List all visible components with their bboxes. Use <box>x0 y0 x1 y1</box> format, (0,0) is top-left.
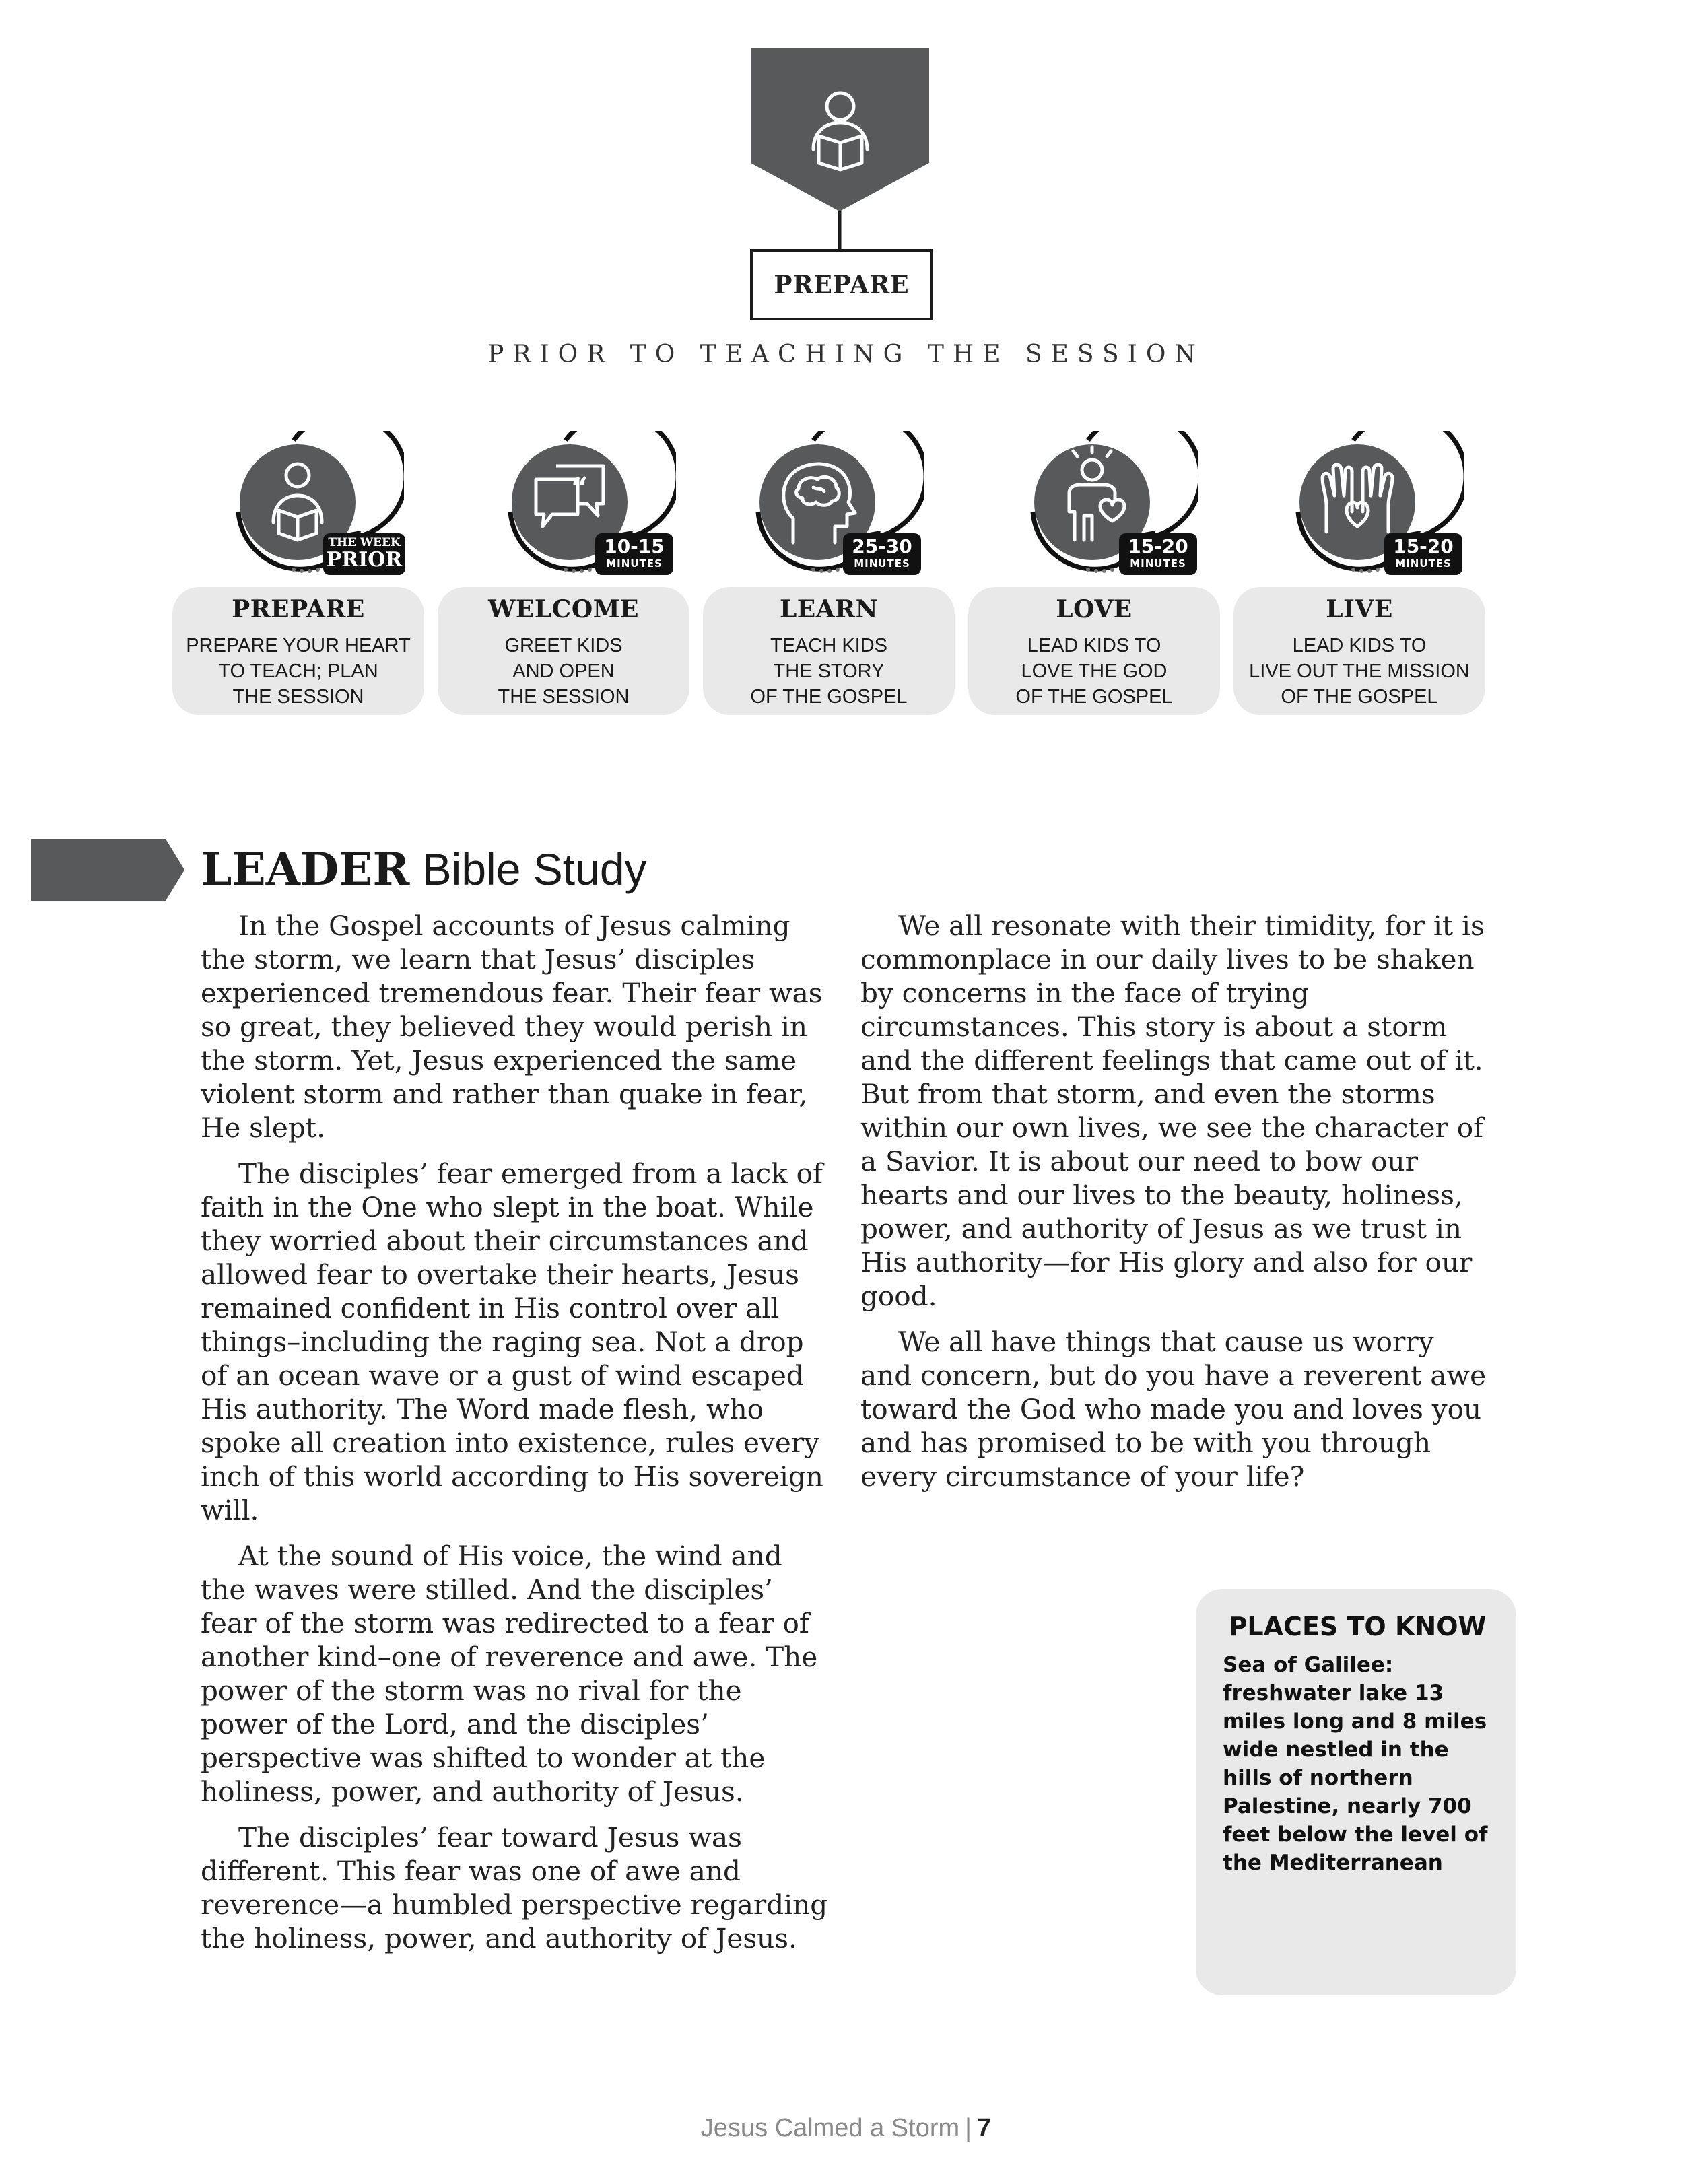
step-description: TEACH KIDS THE STORY OF THE GOSPEL <box>750 635 908 708</box>
step-card-learn <box>703 587 955 715</box>
time-badge-live: 15-20 MINUTES <box>1384 533 1462 575</box>
paragraph: The disciples’ fear emerged from a lack of faith in the One who slept in the boat. While they worried about their circumstances and allowed fear to overtake their hearts, Jesus remained confident in His control over all things–including the raging sea. Not a drop of an ocean wave or a gust of wind escaped His authority. The Word made flesh, who spoke all creation into existence, rules every inch of this world according to His sovereign will. <box>201 1157 823 1526</box>
footer-separator: | <box>965 2114 972 2142</box>
time-badge-prepare: THE WEEK PRIOR <box>323 533 405 575</box>
step-card-prepare <box>172 587 424 715</box>
step-title: LEARN <box>779 595 878 623</box>
heading-bold: LEADER <box>201 843 410 895</box>
paragraph: The disciples’ fear toward Jesus was different. This fear was one of awe and reverence—a humbled perspective regarding the holiness, power, and authority of Jesus. <box>201 1821 828 1954</box>
paragraph: We all resonate with their timidity, for it is commonplace in our daily lives to be shaken by concerns in the face of trying circumstances. This story is about a storm and the different feelings that came out of it. But from that storm, and even the storms within our own lives, we see the character of a Savior. It is about our need to bow our hearts and our lives to the beauty, holiness, power, and authority of Jesus as we trust in His authority—for His glory and also for our good. <box>860 910 1485 1312</box>
step-description: LEAD KIDS TO LIVE OUT THE MISSION OF THE GOSPEL <box>1249 635 1470 708</box>
prepare-box: PREPARE <box>750 249 933 320</box>
step-title: LIVE <box>1326 595 1393 623</box>
paragraph: At the sound of His voice, the wind and the waves were stilled. And the disciples’ fear of the storm was redirected to a fear of another kind–one of reverence and awe. The power of the storm was no rival for the power of the Lord, and the disciples’ perspective was shifted to wonder at the holiness, power, and authority of Jesus. <box>201 1540 818 1808</box>
places-text: Sea of Galilee: freshwater lake 13 miles long and 8 miles wide nestled in the hills of northern Palestine, nearly 700 feet below the level of the Mediterranean <box>1223 1653 1488 1875</box>
step-description: PREPARE YOUR HEART TO TEACH; PLAN THE SESSION <box>186 635 411 708</box>
paragraph: We all have things that cause us worry and concern, but do you have a reverent awe toward the God who made you and loves you and has promised to be with you through every circumstance of your life? <box>860 1326 1487 1493</box>
places-to-know-box <box>1196 1589 1516 1995</box>
section-marker-arrow <box>31 839 186 901</box>
step-title: PREPARE <box>232 595 365 623</box>
time-badge-love: 15-20 MINUTES <box>1119 533 1197 575</box>
page-footer <box>0 2114 1692 2143</box>
time-badge-learn: 25-30 MINUTES <box>843 533 921 575</box>
places-title: PLACES TO KNOW <box>1228 1612 1487 1641</box>
section-heading <box>201 839 647 899</box>
page-number: 7 <box>977 2114 992 2142</box>
time-badge-welcome: 10-15 MINUTES <box>595 533 673 575</box>
prior-to-teaching-subtitle: PRIOR TO TEACHING THE SESSION <box>487 341 1205 368</box>
step-description: GREET KIDS AND OPEN THE SESSION <box>498 635 630 708</box>
right-column <box>860 909 1491 1505</box>
heading-light: Bible Study <box>421 844 647 894</box>
svg-text:“: “ <box>571 471 588 506</box>
prepare-banner-icon <box>747 48 936 250</box>
step-card-welcome <box>438 587 689 715</box>
step-title: WELCOME <box>488 595 639 623</box>
left-column <box>201 909 831 1967</box>
paragraph: In the Gospel accounts of Jesus calming the storm, we learn that Jesus’ disciples experienced tremendous fear. Their fear was so great, they believed they would perish in the storm. Yet, Jesus experienced the same violent storm and rather than quake in fear, He slept. <box>201 910 823 1144</box>
step-description: LEAD KIDS TO LOVE THE GOD OF THE GOSPEL <box>1015 635 1173 708</box>
footer-title: Jesus Calmed a Storm <box>700 2114 960 2142</box>
step-card-love <box>968 587 1220 715</box>
step-card-live <box>1233 587 1485 715</box>
step-title: LOVE <box>1056 595 1132 623</box>
